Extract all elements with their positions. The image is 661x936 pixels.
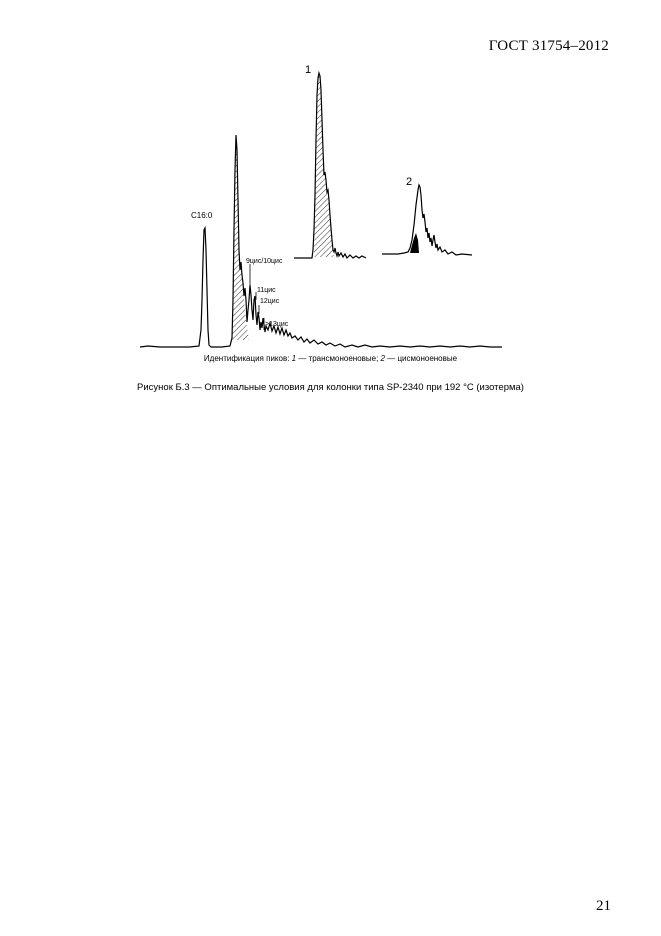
label-c16: C16:0	[191, 211, 213, 220]
label-peak2: 2	[406, 176, 413, 188]
peak-id-text1: — трансмоноеновые;	[296, 354, 381, 363]
label-11cis: 11цис	[257, 287, 276, 294]
label-13cis: >13цис	[265, 321, 289, 328]
figure-caption: Рисунок Б.3 — Оптимальные условия для колонки типа SP-2340 при 192 °С (изотерма)	[137, 382, 524, 393]
label-9cis-10cis: 9цис/10цис	[246, 258, 283, 265]
label-peak1: 1	[305, 64, 312, 76]
inset2-trace	[382, 185, 472, 255]
peak-id-num2: 2	[380, 354, 385, 363]
peak-id-text2: — цисмоноеновые	[385, 354, 458, 363]
label-12cis: 12цис	[260, 298, 280, 305]
page-number: 21	[596, 898, 611, 914]
page-header-standard: ГОСТ 31754–2012	[488, 38, 609, 54]
peak-identification-caption	[0, 354, 661, 363]
peak-id-prefix: Идентификация пиков:	[203, 354, 292, 363]
peak-id-num1: 1	[291, 354, 297, 363]
